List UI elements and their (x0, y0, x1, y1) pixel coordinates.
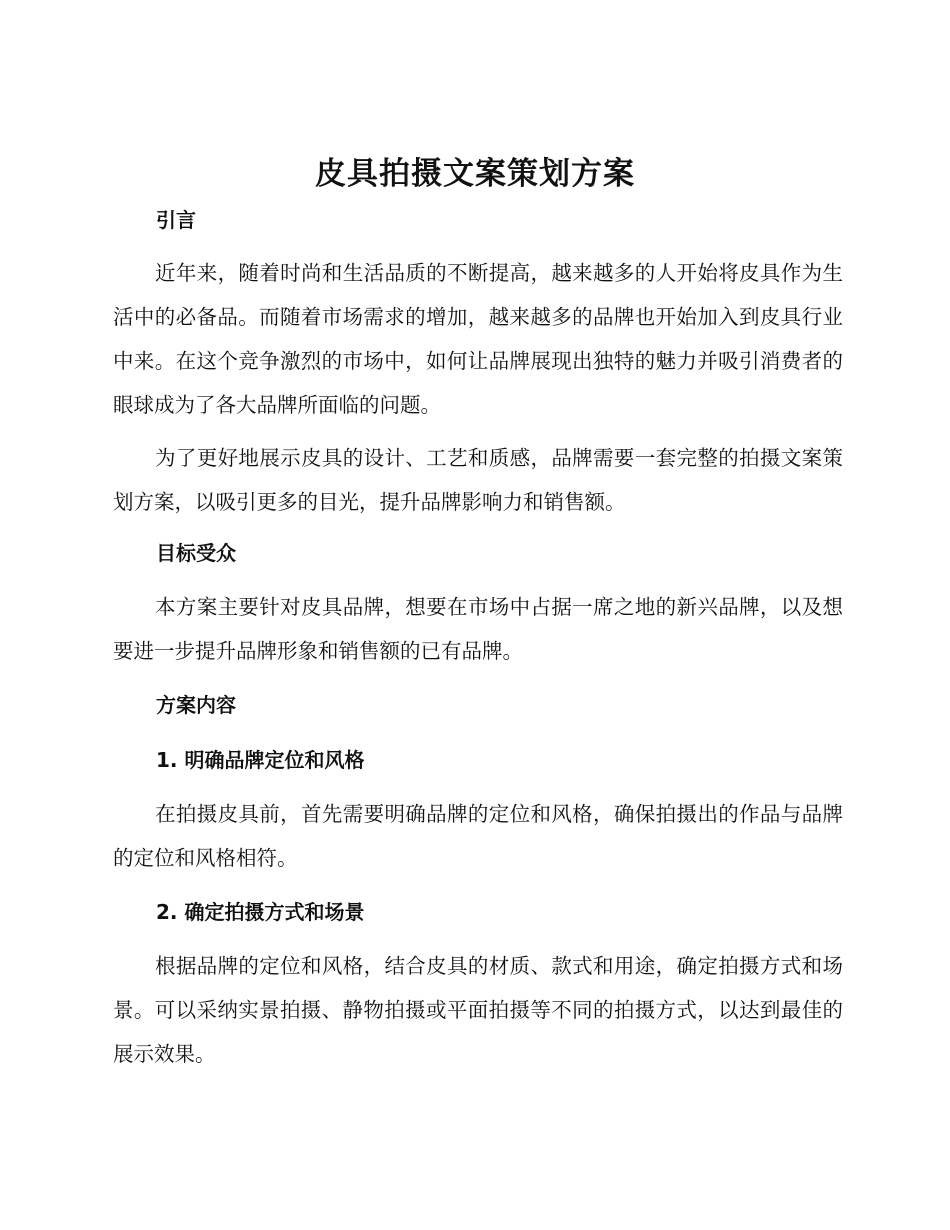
section-heading-intro: 引言 (156, 208, 196, 232)
paragraph-intro-1: 近年来，随着时尚和生活品质的不断提高，越来越多的人开始将皮具作为生活中的必备品。而随着市场需求的增加，越来越多的品牌也开始加入到皮具行业中来。在这个竞争激烈的市场中，如何让品牌展现出独特的魅力并吸引消费者的眼球成为了各大品牌所面临的问题。 (113, 261, 843, 417)
subsection-heading-2: 2. 确定拍摄方式和场景 (156, 900, 365, 924)
subsection-heading-1: 1. 明确品牌定位和风格 (156, 748, 365, 772)
section-heading-audience: 目标受众 (156, 541, 236, 565)
paragraph-content-2: 根据品牌的定位和风格，结合皮具的材质、款式和用途，确定拍摄方式和场景。可以采纳实景拍摄、静物拍摄或平面拍摄等不同的拍摄方式，以达到最佳的展示效果。 (113, 954, 843, 1066)
section-heading-content: 方案内容 (156, 693, 236, 717)
paragraph-audience-1: 本方案主要针对皮具品牌，想要在市场中占据一席之地的新兴品牌，以及想要进一步提升品牌形象和销售额的已有品牌。 (113, 595, 843, 663)
document-title: 皮具拍摄文案策划方案 (315, 156, 635, 192)
paragraph-content-1: 在拍摄皮具前，首先需要明确品牌的定位和风格，确保拍摄出的作品与品牌的定位和风格相符。 (113, 802, 843, 870)
paragraph-intro-2: 为了更好地展示皮具的设计、工艺和质感，品牌需要一套完整的拍摄文案策划方案，以吸引更多的目光，提升品牌影响力和销售额。 (113, 446, 843, 514)
